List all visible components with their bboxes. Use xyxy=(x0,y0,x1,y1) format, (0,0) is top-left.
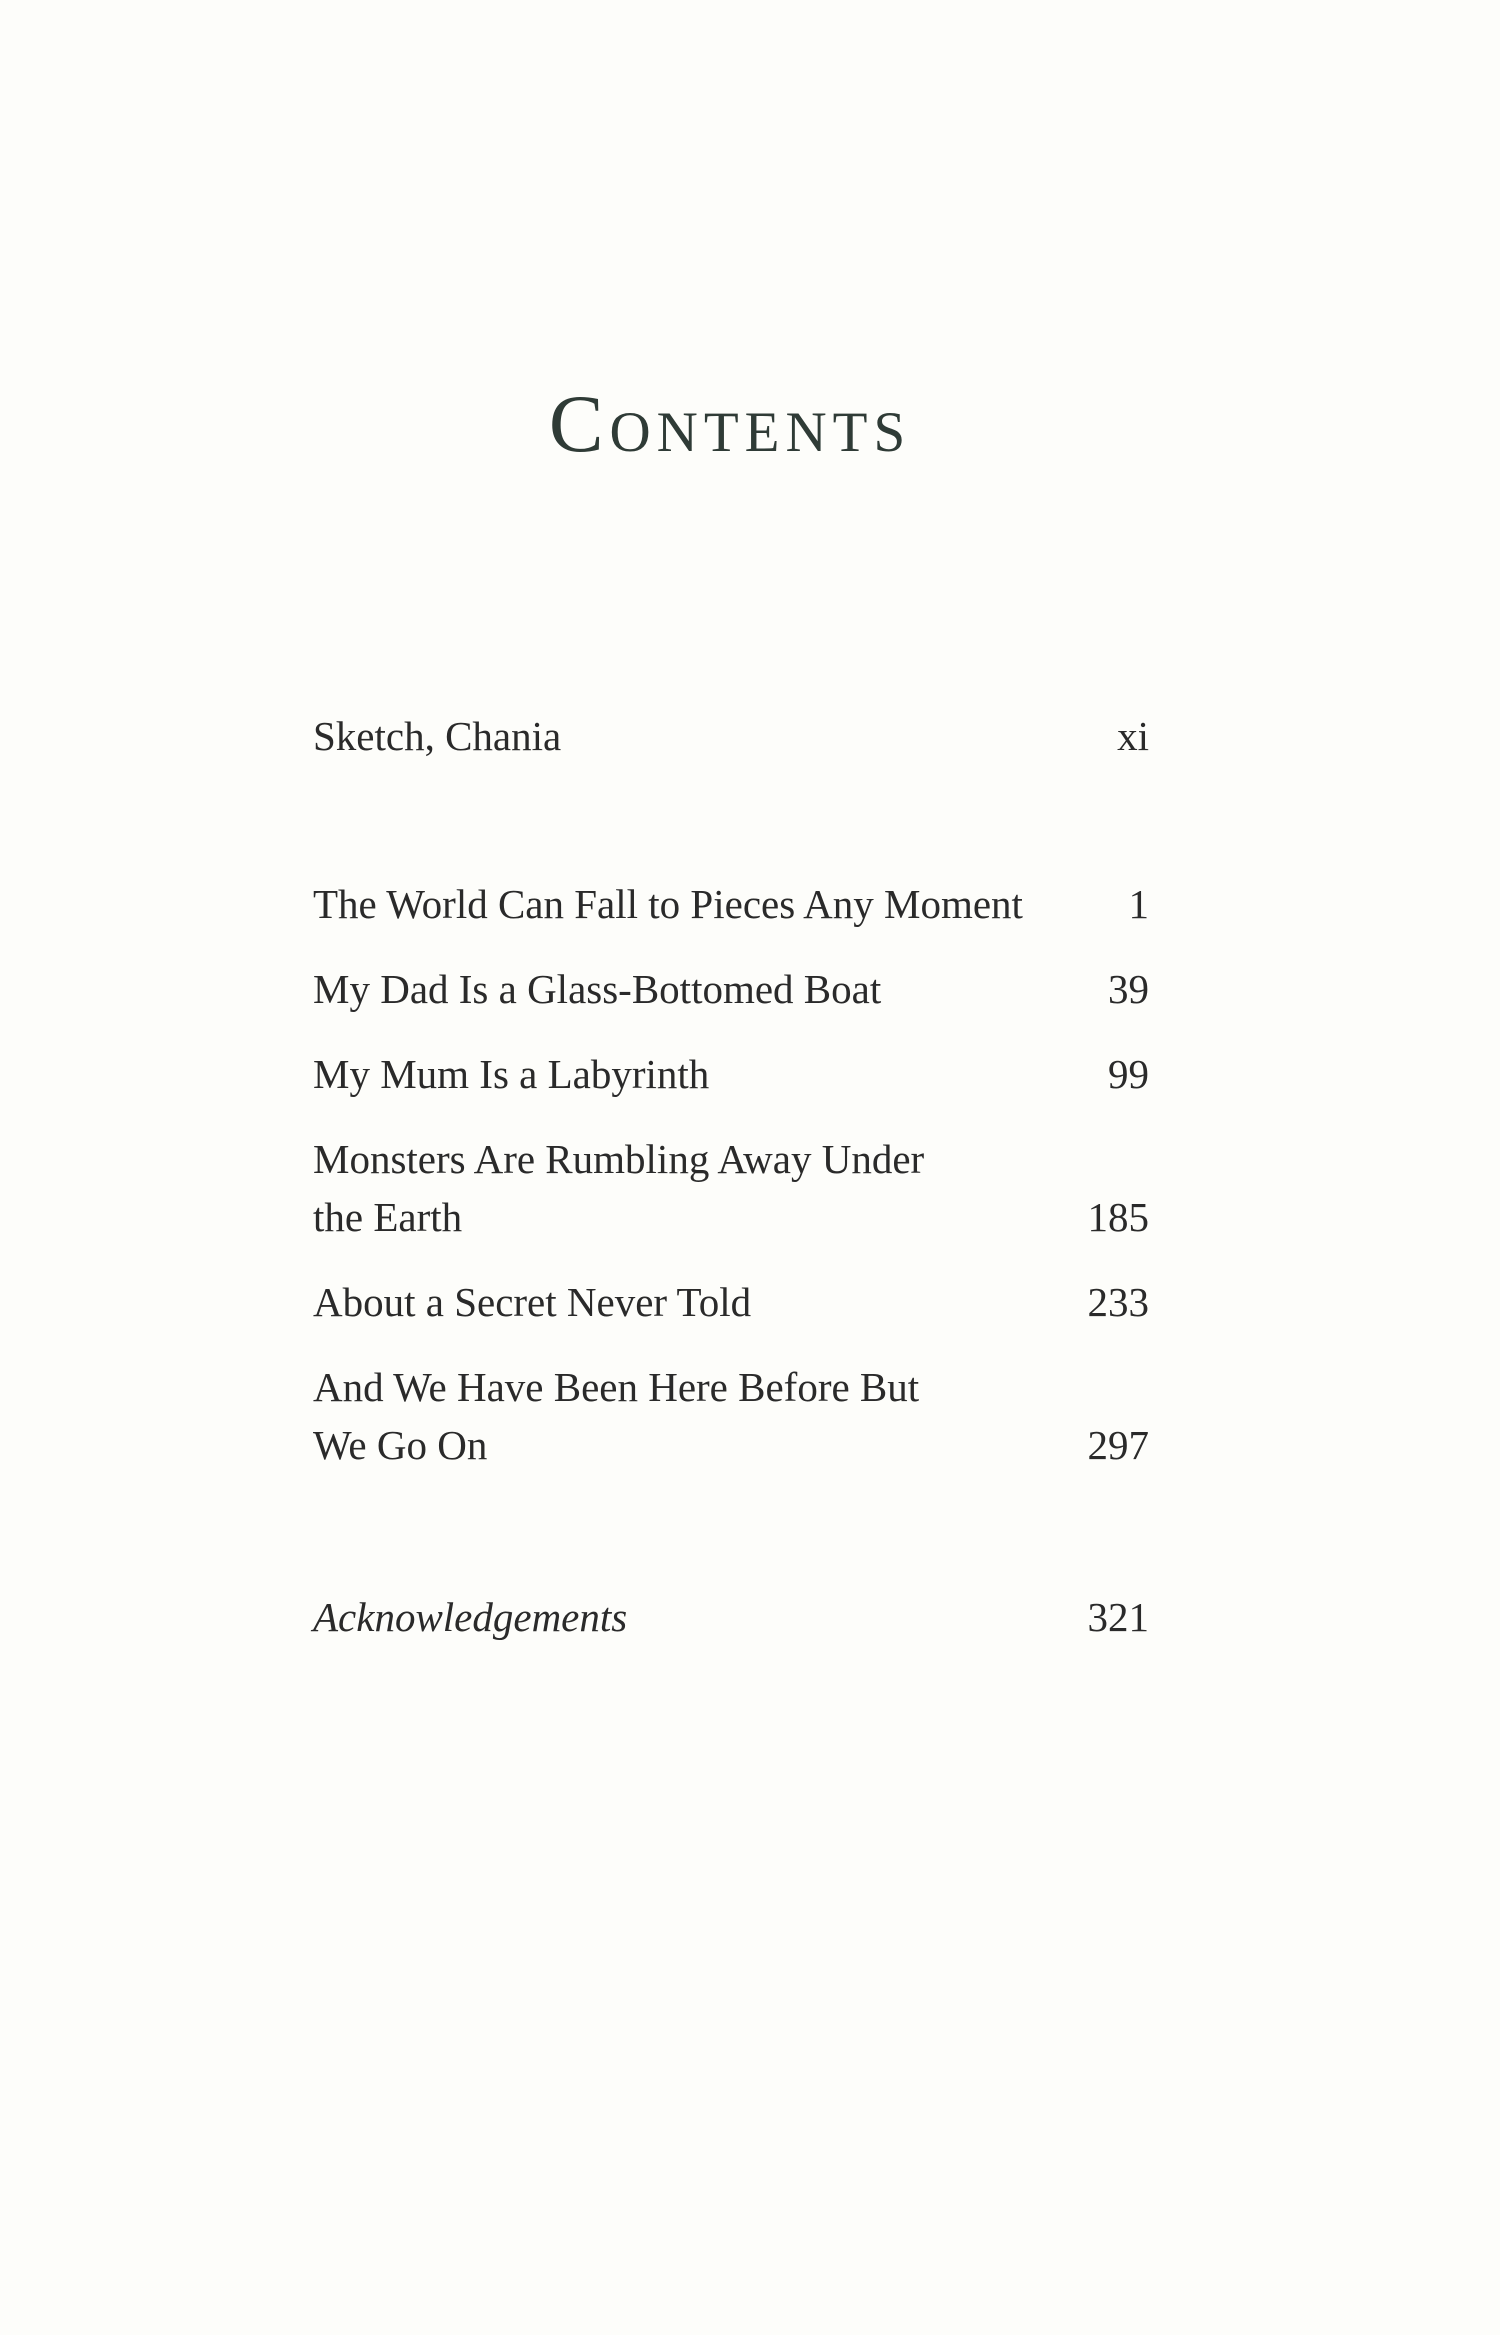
entry-title: My Mum Is a Labyrinth xyxy=(313,1051,710,1097)
entry-page-number: xi xyxy=(1117,713,1149,759)
entry-page-number: 185 xyxy=(1087,1194,1149,1240)
entry-page-number: 321 xyxy=(1087,1594,1149,1640)
entry-page-number: 39 xyxy=(1108,966,1149,1012)
entry-page-number: 99 xyxy=(1108,1051,1149,1097)
entry-title: Monsters Are Rumbling Away Under the Earth xyxy=(313,1136,925,1240)
page-title: Contents xyxy=(548,378,912,469)
entry-title: Sketch, Chania xyxy=(313,713,562,759)
entry-title: The World Can Fall to Pieces Any Moment xyxy=(313,881,1023,927)
entry-page-number: 297 xyxy=(1087,1422,1149,1468)
entry-title: About a Secret Never Told xyxy=(313,1279,752,1325)
entry-title: Acknowledgements xyxy=(313,1594,628,1640)
entry-page-number: 233 xyxy=(1087,1279,1149,1325)
entry-page-number: 1 xyxy=(1128,881,1149,927)
entry-title: And We Have Been Here Before But We Go On xyxy=(313,1364,920,1468)
entry-title: My Dad Is a Glass-Bottomed Boat xyxy=(313,966,882,1012)
